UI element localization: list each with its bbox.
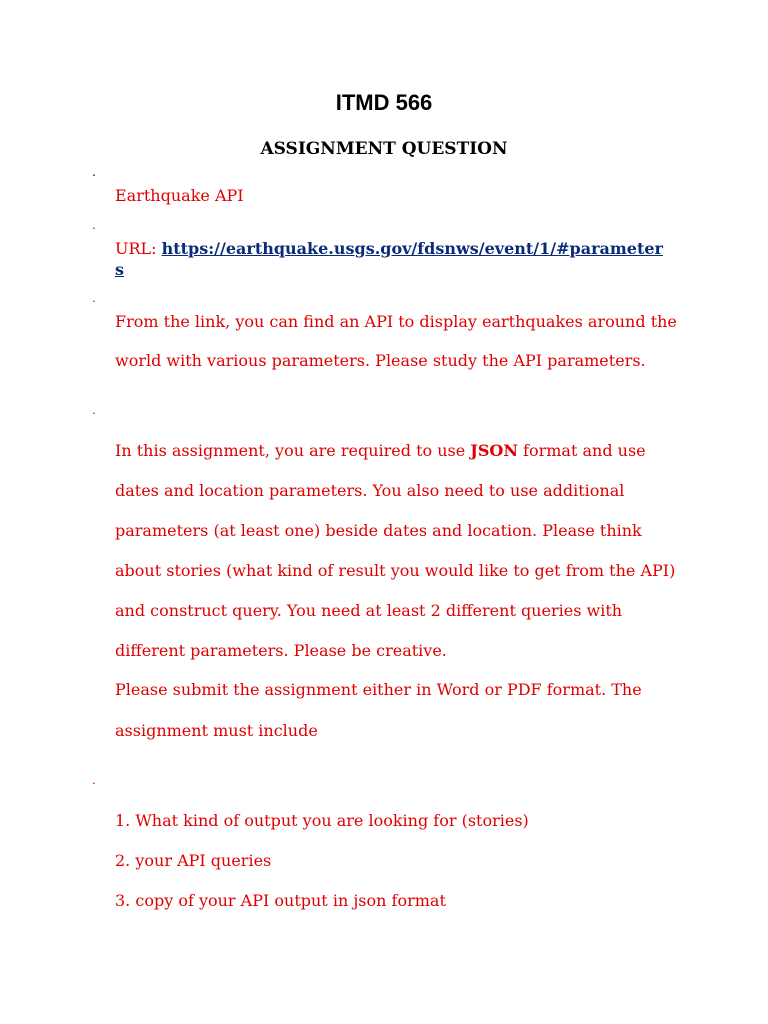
paragraph-line: different parameters. Please be creative. (115, 641, 447, 660)
bullet-marker: . (92, 165, 96, 179)
json-keyword: JSON (470, 441, 518, 460)
api-url-link-continuation[interactable]: s (115, 260, 125, 279)
list-item: 2. your API queries (115, 851, 272, 870)
document-subtitle: ASSIGNMENT QUESTION (260, 139, 508, 159)
paragraph-line: Please submit the assignment either in Word or PDF format. The (115, 680, 642, 699)
paragraph-line: and construct query. You need at least 2 different queries with (115, 601, 623, 620)
list-item: 3. copy of your API output in json format (115, 891, 446, 910)
paragraph-line: From the link, you can find an API to display earthquakes around the (115, 312, 677, 331)
url-prefix: URL: (115, 239, 162, 258)
bullet-marker: . (92, 291, 96, 305)
paragraph-line: parameters (at least one) beside dates and location. Please think (115, 521, 642, 540)
paragraph-line: world with various parameters. Please study the API parameters. (115, 351, 646, 370)
paragraph-text: In this assignment, you are required to use (115, 441, 471, 460)
paragraph-line: dates and location parameters. You also need to use additional (115, 481, 625, 500)
paragraph-line (115, 441, 646, 460)
bullet-marker: . (92, 218, 96, 232)
url-line-continuation (115, 260, 124, 279)
document-title: ITMD 566 (335, 90, 433, 115)
paragraph-line: assignment must include (115, 721, 318, 740)
paragraph-text: format and use (517, 441, 646, 460)
paragraph-line: about stories (what kind of result you would like to get from the API) (115, 561, 676, 580)
url-line (115, 239, 663, 258)
api-name-text: Earthquake API (115, 186, 244, 205)
list-item: 1. What kind of output you are looking for (stories) (115, 811, 529, 830)
bullet-marker: . (92, 773, 96, 787)
bullet-marker: . (92, 403, 96, 417)
api-url-link[interactable]: https://earthquake.usgs.gov/fdsnws/event/1/#parameter (161, 239, 663, 258)
